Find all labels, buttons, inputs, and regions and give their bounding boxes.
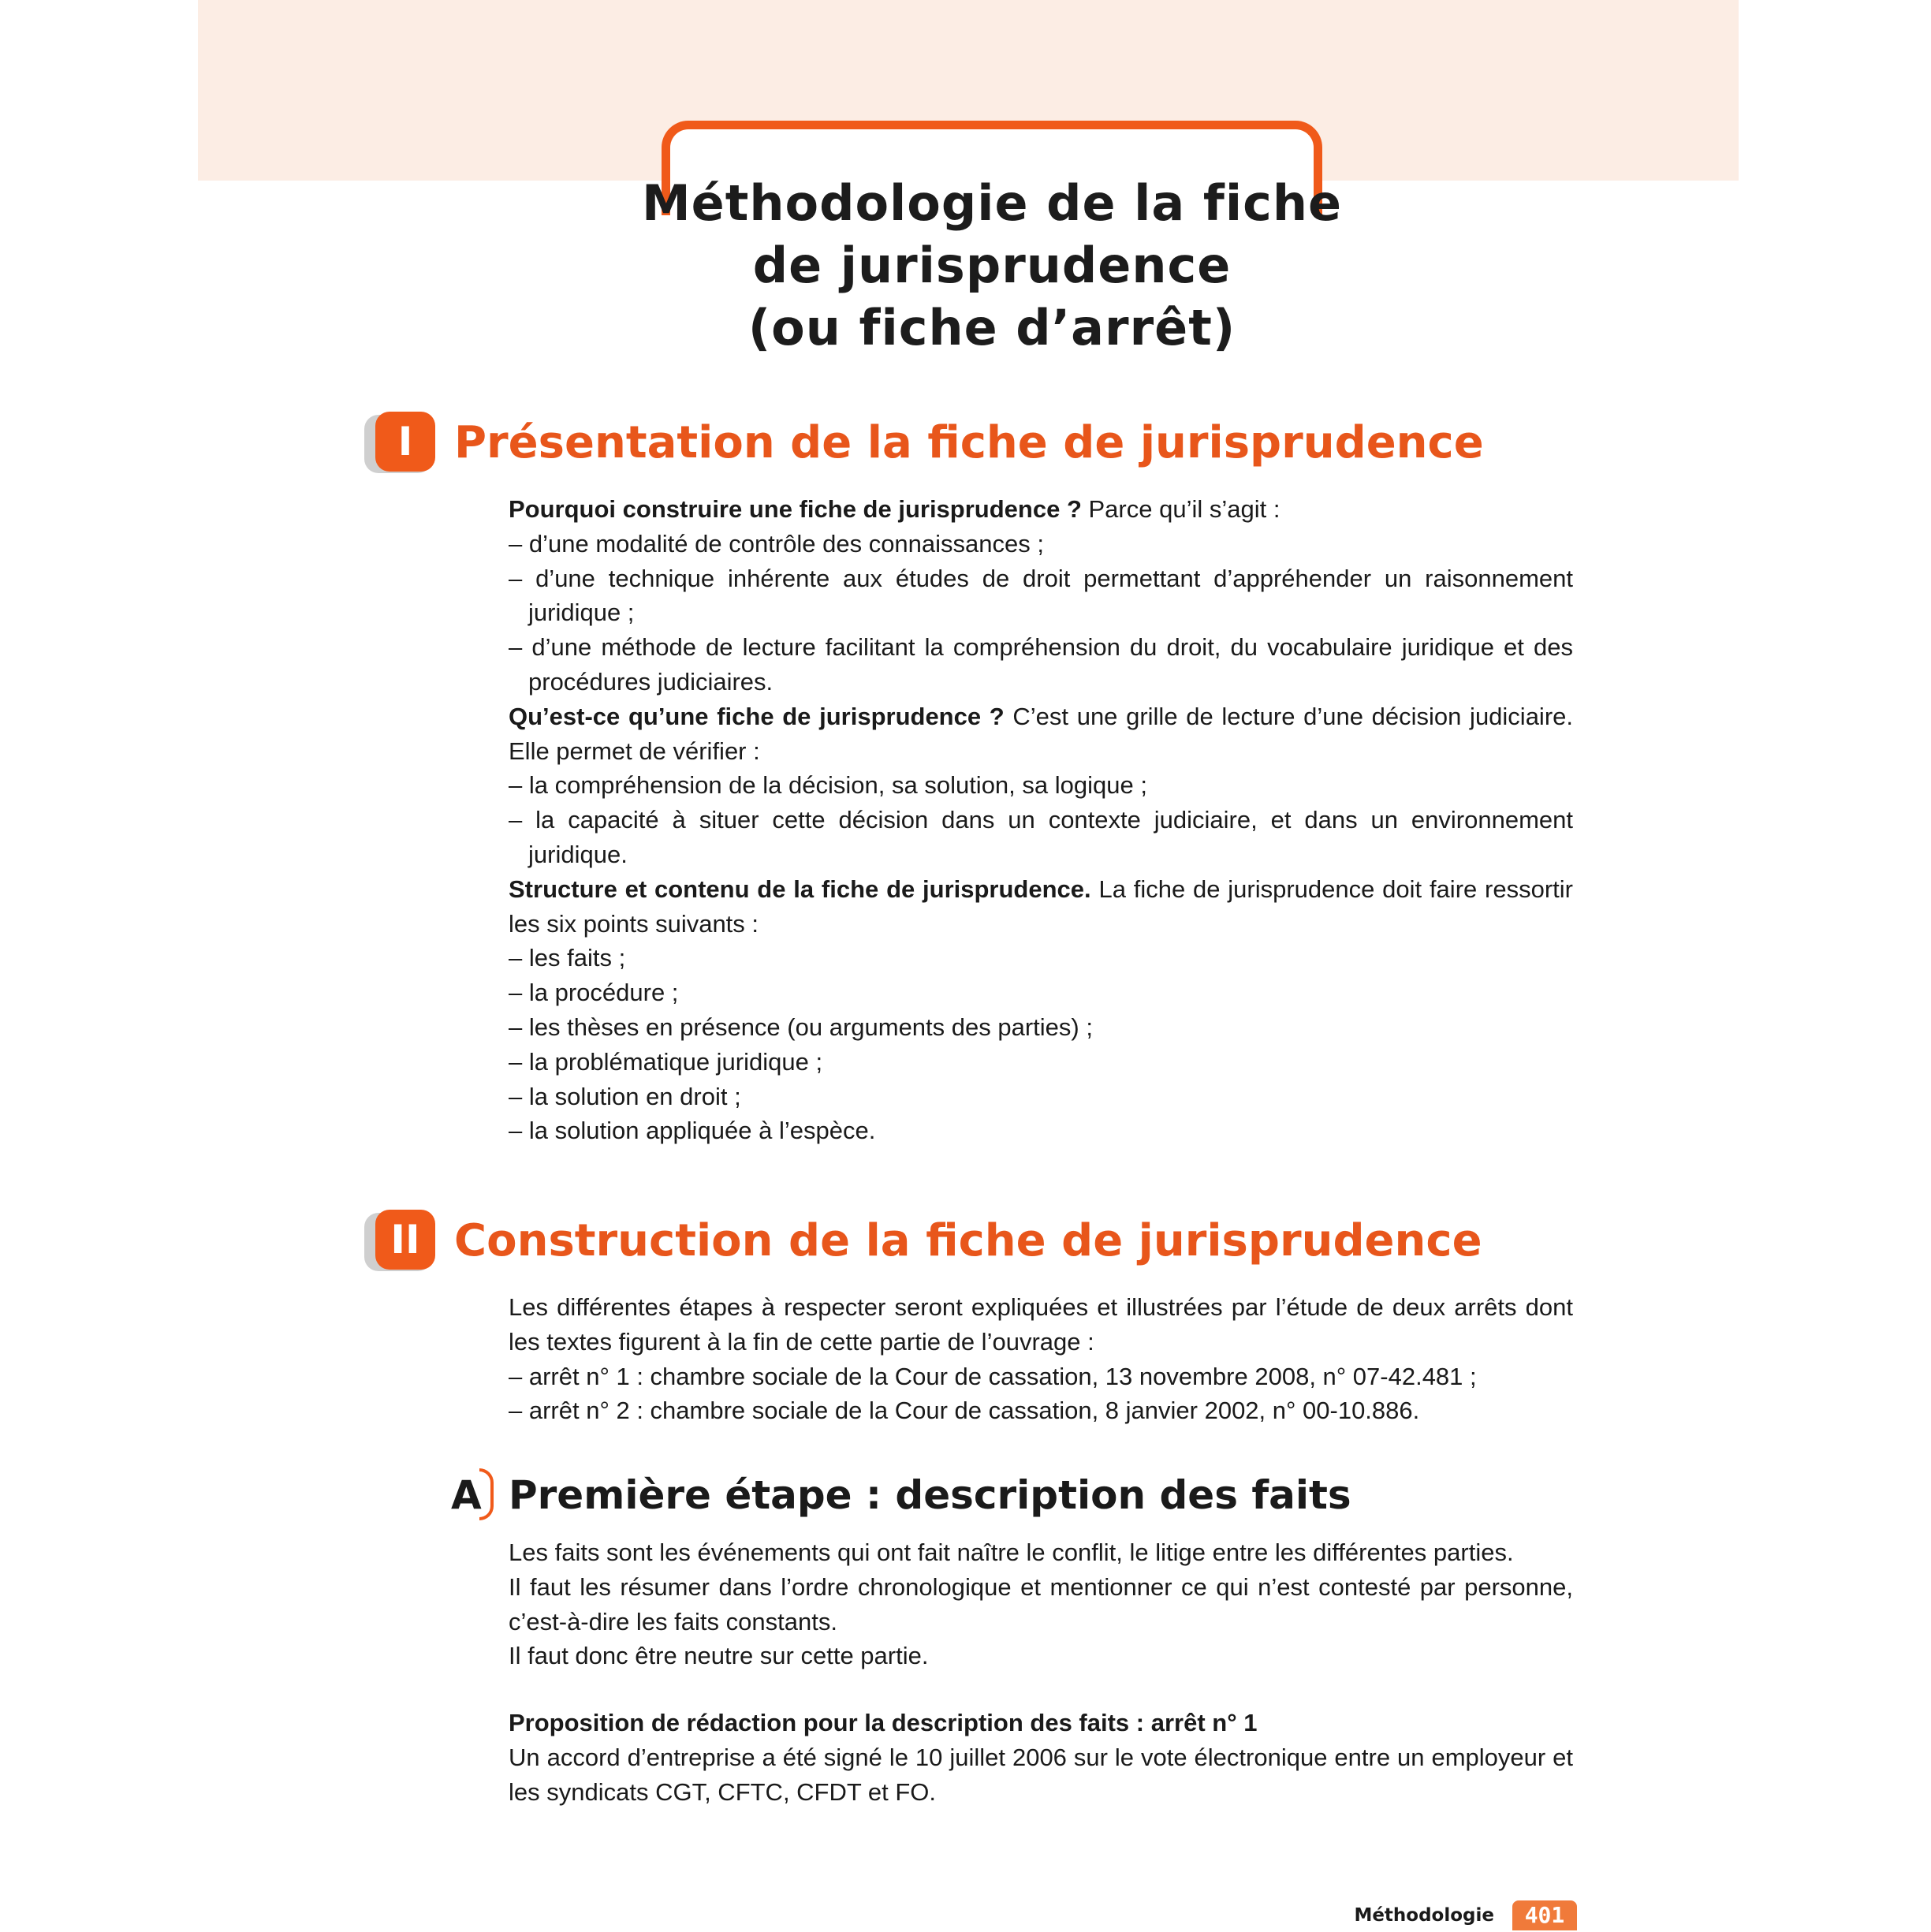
paragraph: Il faut les résumer dans l’ordre chronologique et mentionner ce qui n’est contesté par personne, c’est-à-dire les faits constants. [509,1572,1573,1635]
subsection-a-letter: A [451,1472,482,1518]
page-title [599,172,1385,359]
page-title-line-3: (ou fiche d’arrêt) [747,299,1236,356]
list-item: – d’une technique inhérente aux études de droit permettant d’appréhender un raisonnement juridique ; [509,561,1573,631]
question-2 [509,699,1573,769]
list-item: – la procédure ; [509,975,1573,1010]
page-number-badge: 401 [1512,1900,1577,1930]
section-1-body [509,492,1573,1148]
page-title-line-2: de jurisprudence [752,237,1232,294]
subsection-a-header [451,1465,1555,1525]
section-2-numeral-badge [364,1210,437,1273]
proposal-heading [509,1706,1573,1740]
footer-section-label: Méthodologie [1354,1905,1494,1926]
question-2-bold: Qu’est-ce qu’une fiche de jurisprudence ? [509,702,1005,730]
list-item: – arrêt n° 2 : chambre sociale de la Cour de cassation, 8 janvier 2002, n° 00-10.886. [509,1393,1573,1428]
question-1 [509,492,1573,527]
subsection-paren-mark [479,1468,494,1520]
paragraph: Il faut donc être neutre sur cette partie. [509,1642,929,1670]
section-2-header [364,1210,1626,1273]
section-2-numeral: II [375,1210,435,1270]
question-3 [509,872,1573,942]
list-item: – d’une modalité de contrôle des connaissances ; [509,527,1573,561]
question-1-text: Parce qu’il s’agit : [1081,495,1280,523]
list-item: – les faits ; [509,941,1573,975]
list-item: – la capacité à situer cette décision dans un contexte judiciaire, et dans un environnement juridique. [509,803,1573,872]
subsection-a-title: Première étape : description des faits [509,1472,1351,1518]
proposal-heading-text: Proposition de rédaction pour la description des faits : arrêt n° 1 [509,1709,1258,1736]
question-2-text: C’est une grille de lecture d’une décision judiciaire. Elle permet de vérifier : [509,702,1573,765]
proposal-block [509,1706,1573,1809]
section-1-numeral-badge [364,412,437,475]
list-item: – la problématique juridique ; [509,1045,1573,1080]
page-footer [1340,1899,1577,1932]
page-title-line-1: Méthodologie de la fiche [641,174,1343,232]
list-item: – la compréhension de la décision, sa solution, sa logique ; [509,768,1573,803]
section-1-title: Présentation de la fiche de jurisprudence [454,417,1484,468]
list-item: – arrêt n° 1 : chambre sociale de la Cour de cassation, 13 novembre 2008, n° 07-42.481 ; [509,1359,1573,1394]
question-3-bold: Structure et contenu de la fiche de jurisprudence. [509,875,1091,903]
section-2-body [509,1290,1573,1428]
section-2-intro: Les différentes étapes à respecter seront expliquées et illustrées par l’étude de deux arrêts dont les textes figurent à la fin de cette partie de l’ouvrage : [509,1293,1573,1356]
section-2-title: Construction de la fiche de jurisprudence [454,1215,1482,1266]
list-item: – d’une méthode de lecture facilitant la compréhension du droit, du vocabulaire juridique et des procédures judiciaires. [509,630,1573,699]
list-item: – la solution en droit ; [509,1080,1573,1114]
section-1-header [364,412,1626,475]
paragraph: Les faits sont les événements qui ont fait naître le conflit, le litige entre les différentes parties. [509,1539,1514,1566]
question-3-text: La fiche de jurisprudence doit faire ressortir les six points suivants : [509,875,1573,938]
list-item: – la solution appliquée à l’espèce. [509,1113,1573,1148]
question-1-bold: Pourquoi construire une fiche de jurisprudence ? [509,495,1082,523]
subsection-a-body [509,1535,1573,1673]
list-item: – les thèses en présence (ou arguments des parties) ; [509,1010,1573,1045]
section-1-numeral: I [375,412,435,472]
proposal-text: Un accord d’entreprise a été signé le 10 juillet 2006 sur le vote électronique entre un employeur et les syndicats CGT, CFTC, CFDT et FO. [509,1743,1573,1806]
